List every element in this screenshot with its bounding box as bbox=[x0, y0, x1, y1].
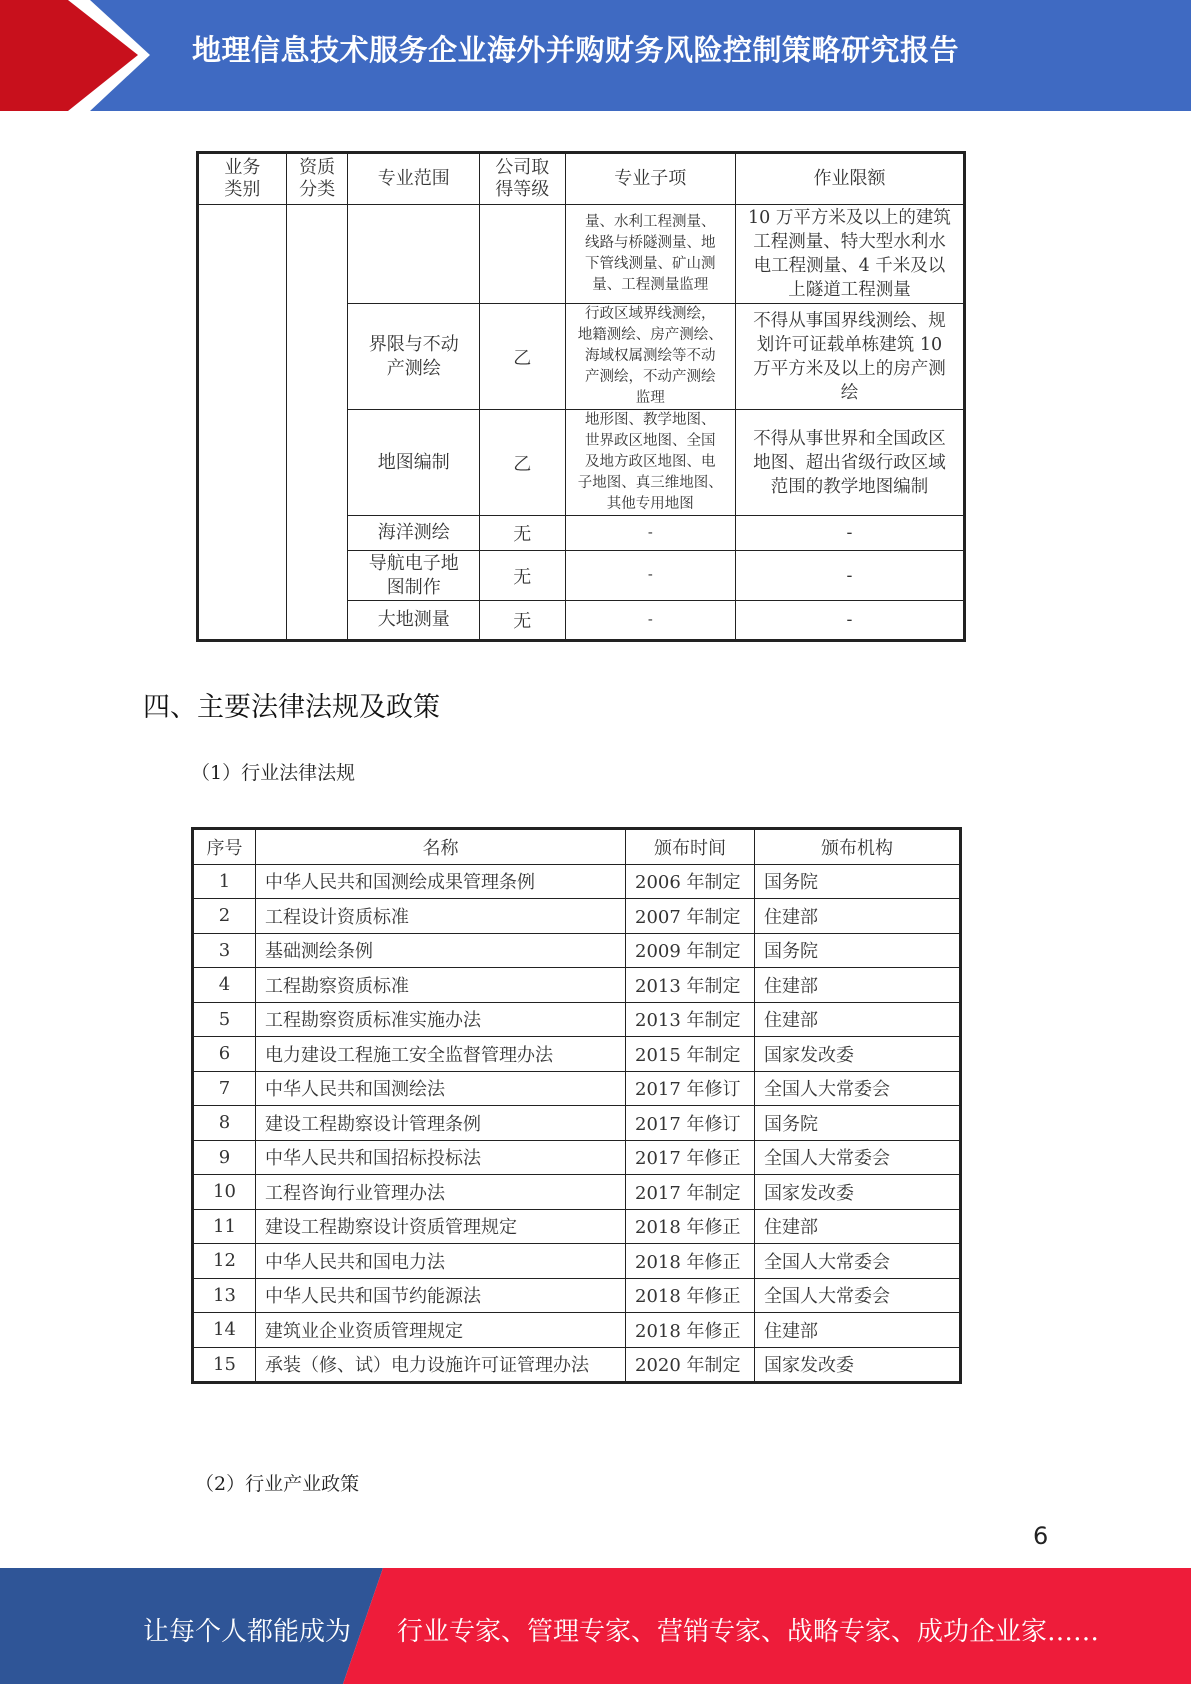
table-row bbox=[193, 1002, 961, 1037]
law-index: 2 bbox=[193, 899, 256, 934]
law-date: 2018 年修正 bbox=[626, 1244, 755, 1279]
table-row bbox=[193, 1071, 961, 1106]
law-issuer: 住建部 bbox=[755, 1209, 961, 1244]
table-row bbox=[193, 864, 961, 899]
sub-item-cell: 地形图、教学地图、 世界政区地图、全国 及地方政区地图、电 子地图、真三维地图、 其他专用地图 bbox=[565, 410, 735, 516]
header-qual-class-l1: 资质 bbox=[299, 157, 336, 178]
header-business-type-l1: 业务 bbox=[224, 157, 261, 178]
limit-cell: 10 万平方米及以上的建筑 工程测量、特大型水利水 电工程测量、4 千米及以 上隧道工程测量 bbox=[735, 205, 964, 304]
law-index: 1 bbox=[193, 864, 256, 899]
table-row bbox=[193, 1244, 961, 1279]
table-row bbox=[193, 1140, 961, 1175]
header-grade-l1: 公司取 bbox=[495, 157, 550, 178]
table-row bbox=[193, 1209, 961, 1244]
law-issuer: 国务院 bbox=[755, 933, 961, 968]
qualification-table bbox=[196, 151, 966, 642]
table-row bbox=[193, 1313, 961, 1348]
law-index: 5 bbox=[193, 1002, 256, 1037]
law-issuer: 住建部 bbox=[755, 968, 961, 1003]
law-index: 6 bbox=[193, 1037, 256, 1072]
law-index: 7 bbox=[193, 1071, 256, 1106]
law-issuer: 全国人大常委会 bbox=[755, 1244, 961, 1279]
law-name: 建筑业企业资质管理规定 bbox=[256, 1313, 626, 1348]
table-row bbox=[193, 1278, 961, 1313]
grade-cell: 乙 bbox=[479, 304, 565, 410]
subsection-laws: （1）行业法律法规 bbox=[191, 762, 356, 784]
law-date: 2006 年制定 bbox=[626, 864, 755, 899]
grade-cell: 无 bbox=[479, 601, 565, 641]
law-index: 4 bbox=[193, 968, 256, 1003]
law-name: 工程勘察资质标准 bbox=[256, 968, 626, 1003]
limit-cell: - bbox=[735, 601, 964, 641]
limit-cell: - bbox=[735, 551, 964, 601]
law-issuer: 住建部 bbox=[755, 899, 961, 934]
law-index: 14 bbox=[193, 1313, 256, 1348]
law-date: 2017 年修订 bbox=[626, 1071, 755, 1106]
table-header-row bbox=[198, 153, 965, 205]
law-date: 2015 年制定 bbox=[626, 1037, 755, 1072]
table-row bbox=[193, 968, 961, 1003]
law-index: 10 bbox=[193, 1175, 256, 1210]
table-row bbox=[193, 899, 961, 934]
laws-header-row bbox=[193, 829, 961, 865]
law-date: 2013 年制定 bbox=[626, 968, 755, 1003]
law-name: 电力建设工程施工安全监督管理办法 bbox=[256, 1037, 626, 1072]
law-index: 3 bbox=[193, 933, 256, 968]
header-scope: 专业范围 bbox=[348, 153, 479, 205]
scope-cell: 地图编制 bbox=[348, 410, 479, 516]
limit-cell: - bbox=[735, 516, 964, 551]
table-row bbox=[193, 1347, 961, 1383]
section-heading: 四、主要法律法规及政策 bbox=[143, 692, 440, 723]
law-name: 工程咨询行业管理办法 bbox=[256, 1175, 626, 1210]
scope-cell: 导航电子地 图制作 bbox=[348, 551, 479, 601]
table-row bbox=[198, 205, 965, 304]
law-name: 承装（修、试）电力设施许可证管理办法 bbox=[256, 1347, 626, 1383]
law-index: 8 bbox=[193, 1106, 256, 1141]
law-issuer: 全国人大常委会 bbox=[755, 1071, 961, 1106]
grade-cell: 乙 bbox=[479, 410, 565, 516]
law-index: 9 bbox=[193, 1140, 256, 1175]
law-issuer: 国家发改委 bbox=[755, 1347, 961, 1383]
law-issuer: 住建部 bbox=[755, 1313, 961, 1348]
sub-item-cell: 行政区域界线测绘， 地籍测绘、房产测绘、 海域权属测绘等不动 产测绘，不动产测绘 监理 bbox=[565, 304, 735, 410]
law-name: 中华人民共和国电力法 bbox=[256, 1244, 626, 1279]
law-date: 2018 年修正 bbox=[626, 1209, 755, 1244]
laws-header-issuer: 颁布机构 bbox=[755, 829, 961, 865]
law-issuer: 国家发改委 bbox=[755, 1037, 961, 1072]
law-index: 11 bbox=[193, 1209, 256, 1244]
header-grade bbox=[479, 153, 565, 205]
subsection-policy: （2）行业产业政策 bbox=[195, 1473, 360, 1495]
laws-header-date: 颁布时间 bbox=[626, 829, 755, 865]
law-index: 15 bbox=[193, 1347, 256, 1383]
law-issuer: 全国人大常委会 bbox=[755, 1278, 961, 1313]
header-sub-items: 专业子项 bbox=[565, 153, 735, 205]
law-issuer: 国家发改委 bbox=[755, 1175, 961, 1210]
law-date: 2020 年制定 bbox=[626, 1347, 755, 1383]
table-row bbox=[193, 1037, 961, 1072]
laws-header-name: 名称 bbox=[256, 829, 626, 865]
report-title: 地理信息技术服务企业海外并购财务风险控制策略研究报告 bbox=[192, 33, 960, 67]
law-name: 中华人民共和国节约能源法 bbox=[256, 1278, 626, 1313]
header-chevron-logo bbox=[0, 0, 160, 111]
footer-slogan-left: 让每个人都能成为 bbox=[143, 1617, 352, 1647]
law-name: 中华人民共和国测绘法 bbox=[256, 1071, 626, 1106]
qual-class-cell bbox=[286, 205, 348, 641]
header-qual-class-l2: 分类 bbox=[299, 179, 336, 200]
law-date: 2013 年制定 bbox=[626, 1002, 755, 1037]
business-type-cell bbox=[198, 205, 287, 641]
scope-cell bbox=[348, 205, 479, 304]
table-row bbox=[193, 1175, 961, 1210]
law-date: 2009 年制定 bbox=[626, 933, 755, 968]
header-qual-class bbox=[286, 153, 348, 205]
grade-cell bbox=[479, 205, 565, 304]
law-name: 工程勘察资质标准实施办法 bbox=[256, 1002, 626, 1037]
limit-cell: 不得从事国界线测绘、规 划许可证载单栋建筑 10 万平方米及以上的房产测 绘 bbox=[735, 304, 964, 410]
law-index: 13 bbox=[193, 1278, 256, 1313]
law-date: 2017 年修订 bbox=[626, 1106, 755, 1141]
scope-cell: 海洋测绘 bbox=[348, 516, 479, 551]
sub-item-cell: - bbox=[565, 601, 735, 641]
header-business-type bbox=[198, 153, 287, 205]
page-number: 6 bbox=[1033, 1522, 1049, 1550]
header-limit: 作业限额 bbox=[735, 153, 964, 205]
law-date: 2007 年制定 bbox=[626, 899, 755, 934]
table-row bbox=[193, 933, 961, 968]
law-issuer: 国务院 bbox=[755, 1106, 961, 1141]
law-name: 工程设计资质标准 bbox=[256, 899, 626, 934]
scope-cell: 界限与不动 产测绘 bbox=[348, 304, 479, 410]
law-date: 2017 年修正 bbox=[626, 1140, 755, 1175]
header-business-type-l2: 类别 bbox=[224, 179, 261, 200]
law-name: 基础测绘条例 bbox=[256, 933, 626, 968]
law-date: 2018 年修正 bbox=[626, 1313, 755, 1348]
footer-slogan-right: 行业专家、管理专家、营销专家、战略专家、成功企业家…… bbox=[397, 1617, 1100, 1647]
page-header bbox=[0, 0, 1191, 111]
grade-cell: 无 bbox=[479, 516, 565, 551]
law-name: 中华人民共和国招标投标法 bbox=[256, 1140, 626, 1175]
grade-cell: 无 bbox=[479, 551, 565, 601]
law-date: 2017 年制定 bbox=[626, 1175, 755, 1210]
sub-item-cell: - bbox=[565, 516, 735, 551]
law-name: 建设工程勘察设计资质管理规定 bbox=[256, 1209, 626, 1244]
page-footer bbox=[0, 1568, 1191, 1684]
law-issuer: 国务院 bbox=[755, 864, 961, 899]
law-index: 12 bbox=[193, 1244, 256, 1279]
law-name: 建设工程勘察设计管理条例 bbox=[256, 1106, 626, 1141]
law-name: 中华人民共和国测绘成果管理条例 bbox=[256, 864, 626, 899]
header-grade-l2: 得等级 bbox=[495, 179, 550, 200]
law-issuer: 住建部 bbox=[755, 1002, 961, 1037]
sub-item-cell: - bbox=[565, 551, 735, 601]
law-date: 2018 年修正 bbox=[626, 1278, 755, 1313]
sub-item-cell: 量、水利工程测量、 线路与桥隧测量、地 下管线测量、矿山测 量、工程测量监理 bbox=[565, 205, 735, 304]
laws-table bbox=[191, 827, 962, 1384]
laws-header-index: 序号 bbox=[193, 829, 256, 865]
scope-cell: 大地测量 bbox=[348, 601, 479, 641]
law-issuer: 全国人大常委会 bbox=[755, 1140, 961, 1175]
limit-cell: 不得从事世界和全国政区 地图、超出省级行政区域 范围的教学地图编制 bbox=[735, 410, 964, 516]
table-row bbox=[193, 1106, 961, 1141]
